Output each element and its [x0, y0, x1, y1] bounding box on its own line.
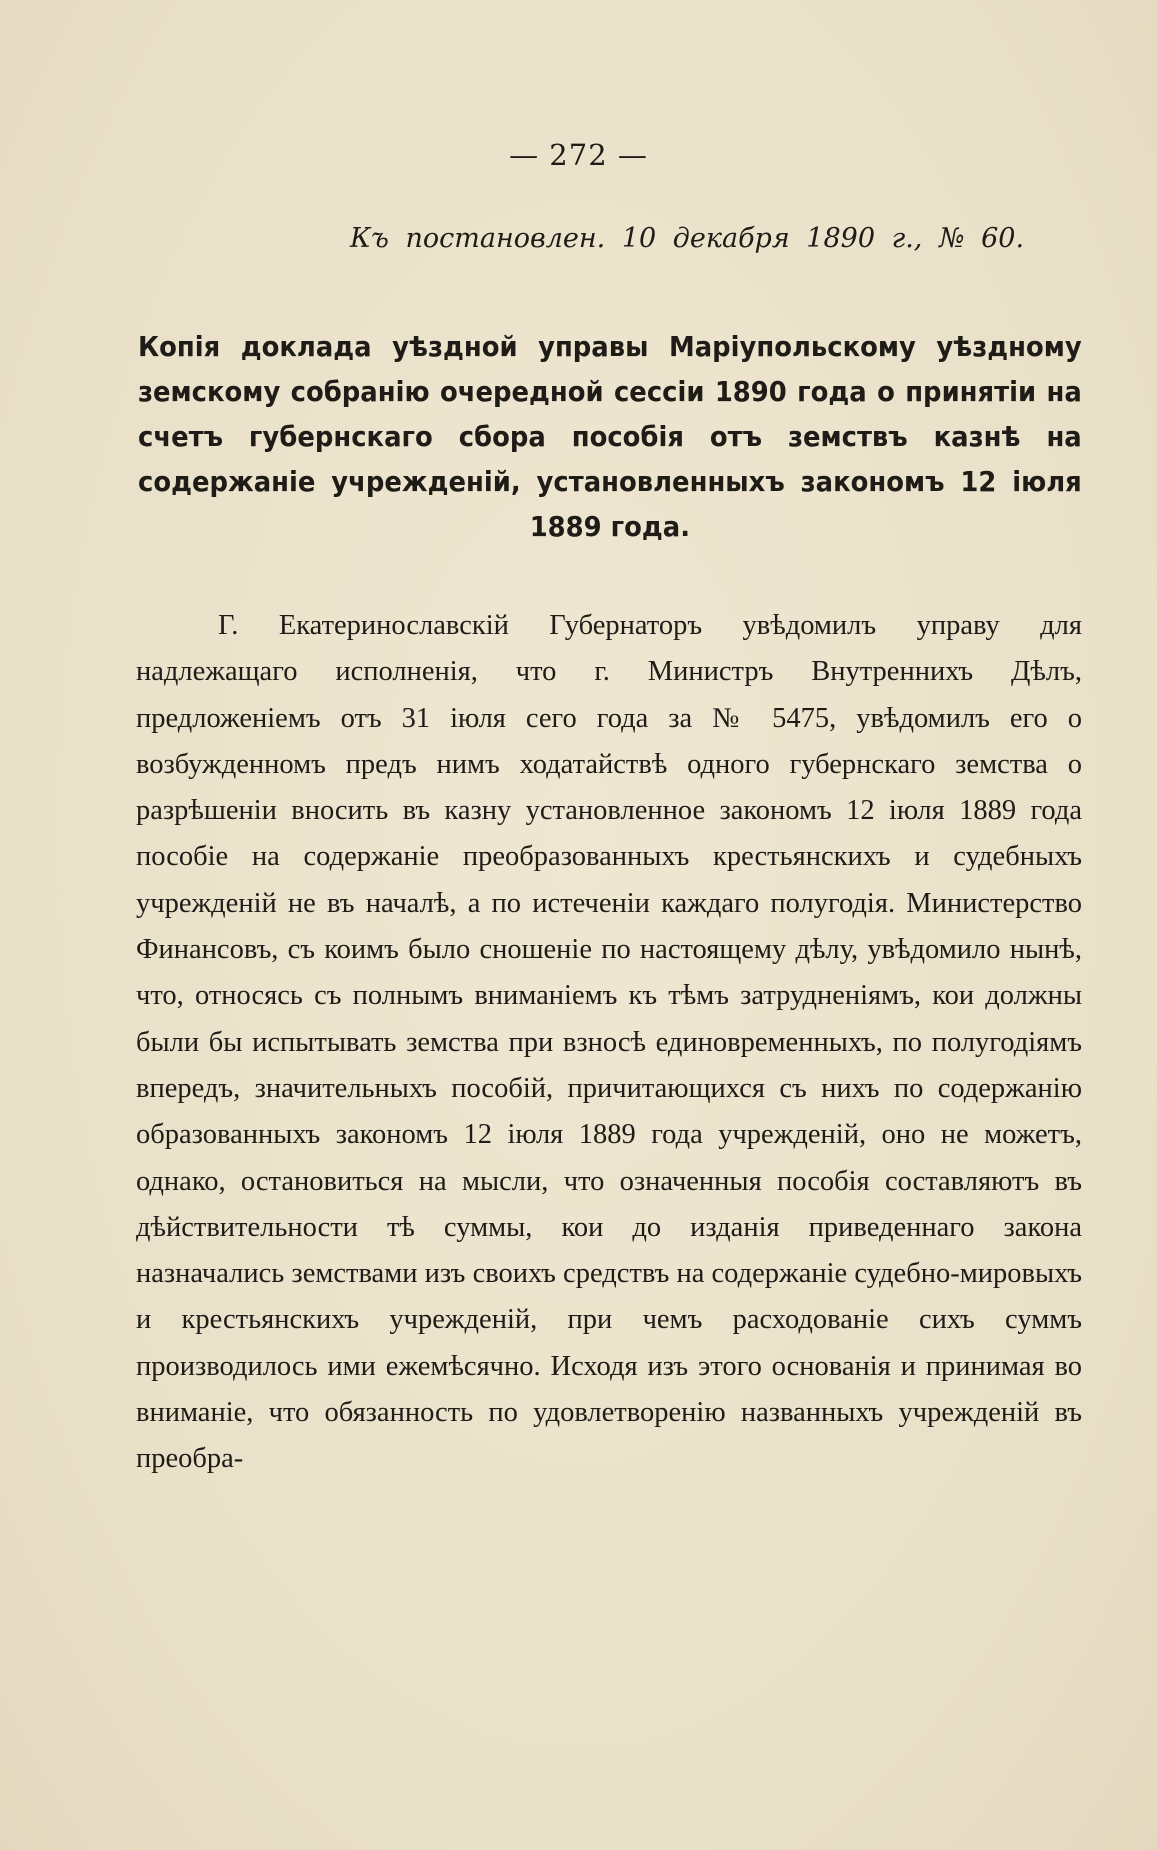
report-heading: Копія доклада уѣздной управы Маріупольскому уѣздному земскому собранію очередной сессіи 1890 года о принятіи на счетъ губернскаго сбора пособія отъ земствъ казнѣ на содержаніе учрежденій, установленныхъ закономъ 12 іюля 1889 года. — [138, 331, 1082, 543]
resolution-reference: Къ постановлен. 10 декабря 1890 г., № 60. — [350, 223, 1025, 254]
page-number: — 272 — — [509, 138, 648, 172]
body-paragraph: Г. Екатеринославскій Губернаторъ увѣдомилъ управу для надлежащаго исполненія, что г. Министръ Внутреннихъ Дѣлъ, предложеніемъ отъ 31 іюля сего года за № 5475, увѣдомилъ его о возбужденномъ предъ нимъ ходатайствѣ одного губернскаго земства о разрѣшеніи вносить въ казну установленное закономъ 12 іюля 1889 года пособіе на содержаніе преобразованныхъ крестьянскихъ и судебныхъ учрежденій не въ началѣ, а по истеченіи каждаго полугодія. Министерство Финансовъ, съ коимъ было сношеніе по настоящему дѣлу, увѣдомило нынѣ, что, относясь съ полнымъ вниманіемъ къ тѣмъ затрудненіямъ, кои должны были бы испытывать земства при взносѣ единовременныхъ, по полугодіямъ впередъ, значительныхъ пособій, причитающихся съ нихъ по содержанію образованныхъ закономъ 12 іюля 1889 года учрежденій, оно не можетъ, однако, остановиться на мысли, что означенныя пособія составляютъ въ дѣйствительности тѣ суммы, кои до изданія приведеннаго закона назначались земствами изъ своихъ средствъ на содержаніе судебно-мировыхъ и крестьянскихъ учрежденій, при чемъ расходованіе сихъ суммъ производилось ими ежемѣсячно. Исходя изъ этого основанія и принимая во вниманіе, что обязанность по удовлетворенію названныхъ учрежденій въ преобра- — [136, 610, 1082, 1475]
